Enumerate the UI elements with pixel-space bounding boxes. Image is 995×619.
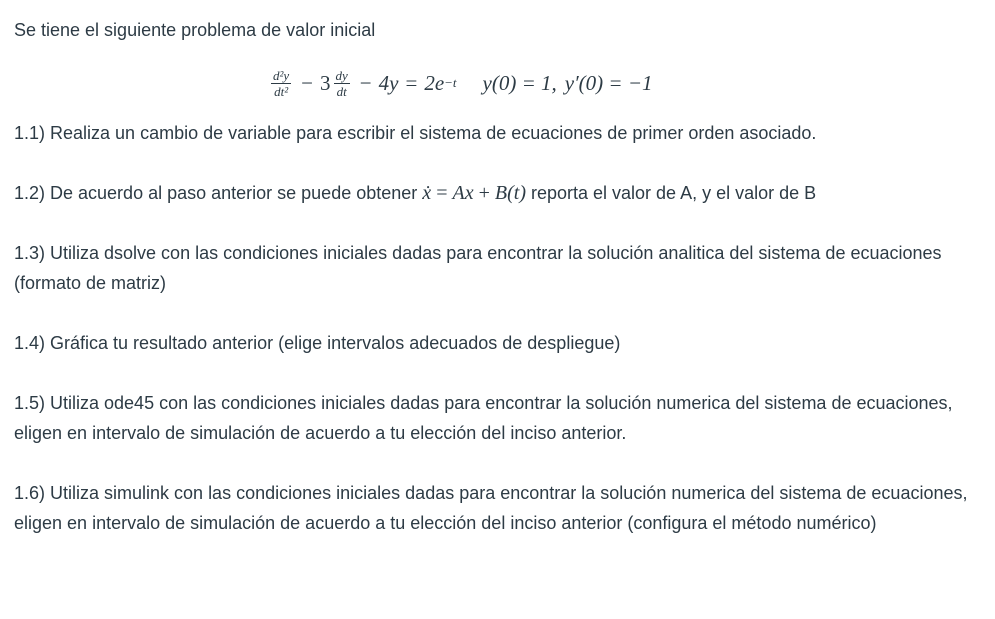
item-1-5: 1.5) Utiliza ode45 con las condiciones iniciales dadas para encontrar la solución numerica del sistema de ecuaciones, eligen en intervalo de simulación de acuerdo a tu elección del inciso anterior. [14, 393, 953, 443]
initial-condition-yprime: y′(0) = −1 [564, 70, 653, 95]
fraction-denominator: dt [336, 83, 347, 99]
item-1-2-text-a: 1.2) De acuerdo al paso anterior se puede obtener [14, 183, 423, 203]
ode-equation [268, 62, 653, 104]
minus-sign: − [301, 70, 314, 95]
intro-text: Se tiene el siguiente problema de valor inicial [14, 20, 376, 40]
item-1-6: 1.6) Utiliza simulink con las condiciones iniciales dadas para encontrar la solución numerica del sistema de ecuaciones, eligen en intervalo de simulación de acuerdo a tu elección del inciso anterior (configura el método numérico) [14, 483, 968, 533]
coefficient: 3 [320, 70, 331, 95]
fraction-denominator: dt² [274, 83, 289, 99]
item-1-2 [14, 178, 979, 208]
item-1-1: 1.1) Realiza un cambio de variable para escribir el sistema de ecuaciones de primer orden asociado. [14, 123, 817, 143]
equals-sign: = [405, 70, 418, 95]
math-xdot: ẋ [422, 182, 432, 204]
initial-condition-y: y(0) = 1, [482, 70, 557, 95]
item-1-2-text-b: reporta el valor de A, y el valor de B [525, 183, 817, 203]
rhs-exponent: −t [444, 75, 457, 90]
math-bt: B(t) [494, 182, 526, 204]
term-4y: 4y [378, 70, 399, 95]
second-derivative-fraction [271, 68, 291, 99]
math-ax: Ax [452, 182, 474, 204]
fraction-numerator: d²y [273, 67, 290, 83]
minus-sign: − [359, 70, 372, 95]
first-derivative-fraction [334, 68, 350, 99]
item-1-4: 1.4) Gráfica tu resultado anterior (elige intervalos adecuados de despliegue) [14, 333, 621, 353]
math-plus: + [478, 182, 490, 204]
math-equals: = [436, 182, 448, 204]
item-1-3: 1.3) Utiliza dsolve con las condiciones iniciales dadas para encontrar la solución analitica del sistema de ecuaciones (formato de matriz) [14, 243, 942, 293]
fraction-numerator: dy [335, 67, 348, 83]
rhs-base: 2e [424, 70, 445, 95]
